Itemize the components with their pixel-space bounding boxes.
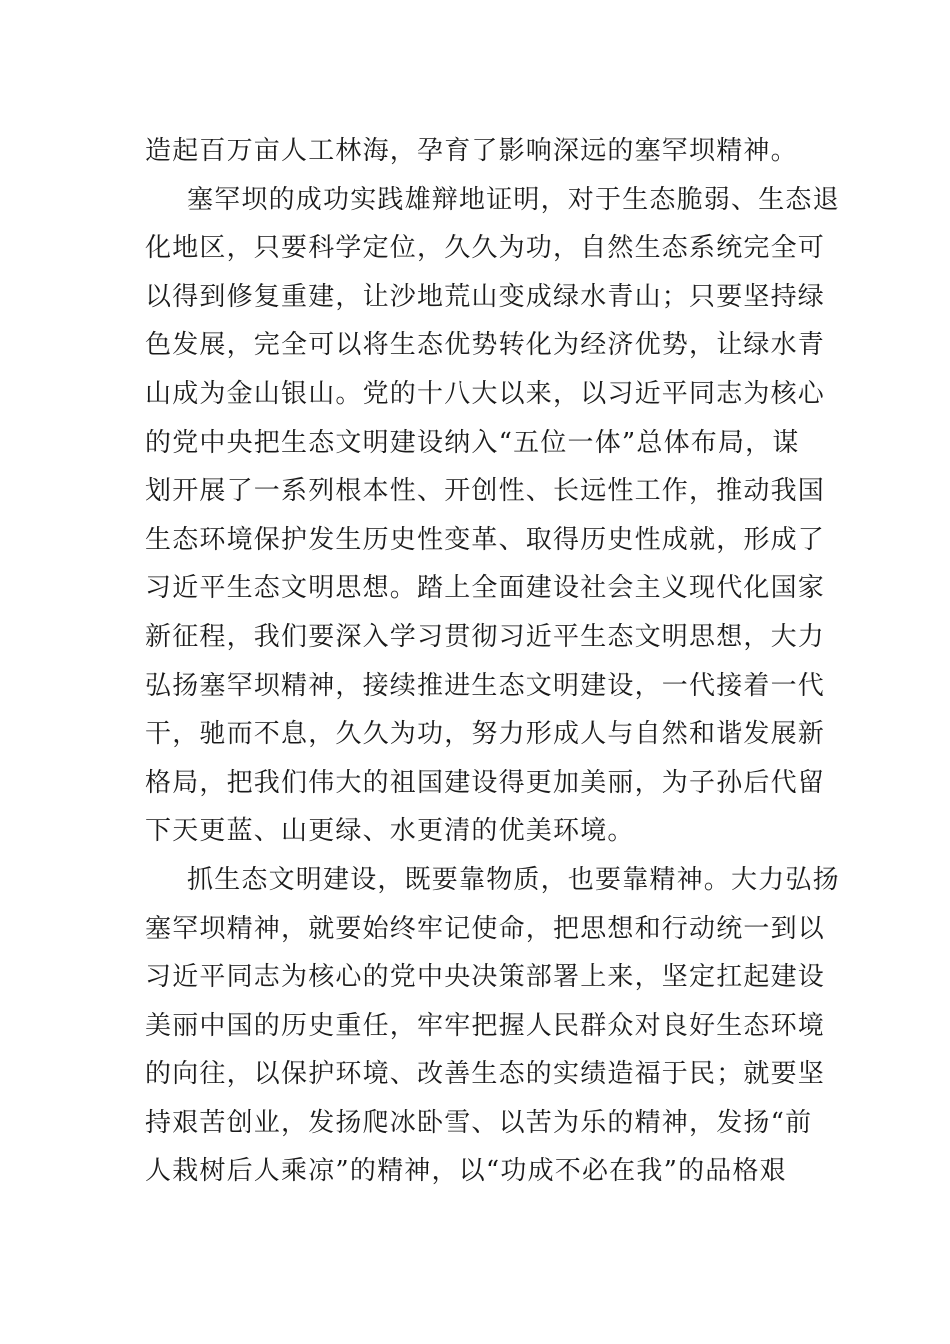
text-line: 塞罕坝精神，就要始终牢记使命，把思想和行动统一到以 — [145, 913, 826, 944]
text-line: 的向往，以保护环境、改善生态的实绩造福于民；就要坚 — [145, 1059, 826, 1090]
text-line: 干，驰而不息，久久为功，努力形成人与自然和谐发展新 — [145, 719, 826, 750]
text-line: 以得到修复重建，让沙地荒山变成绿水青山；只要坚持绿 — [145, 281, 826, 312]
paragraph-first-line: 塞罕坝的成功实践雄辩地证明，对于生态脆弱、生态退 — [187, 184, 840, 215]
text-line: 人栽树后人乘凉”的精神，以“功成不必在我”的品格艰 — [145, 1156, 787, 1187]
text-line: 习近平同志为核心的党中央决策部署上来，坚定扛起建设 — [145, 962, 826, 993]
text-line: 持艰苦创业，发扬爬冰卧雪、以苦为乐的精神，发扬“前 — [145, 1107, 813, 1138]
text-line: 下天更蓝、山更绿、水更清的优美环境。 — [145, 816, 635, 847]
text-line: 色发展，完全可以将生态优势转化为经济优势，让绿水青 — [145, 330, 826, 361]
text-line: 新征程，我们要深入学习贯彻习近平生态文明思想，大力 — [145, 621, 826, 652]
text-line: 生态环境保护发生历史性变革、取得历史性成就，形成了 — [145, 524, 826, 555]
body-text — [145, 127, 840, 1196]
text-line: 美丽中国的历史重任，牢牢把握人民群众对良好生态环境 — [145, 1010, 826, 1041]
text-line: 习近平生态文明思想。踏上全面建设社会主义现代化国家 — [145, 573, 826, 604]
text-line: 化地区，只要科学定位，久久为功，自然生态系统完全可 — [145, 233, 826, 264]
text-line: 弘扬塞罕坝精神，接续推进生态文明建设，一代接着一代 — [145, 670, 826, 701]
text-line: 划开展了一系列根本性、开创性、长远性工作，推动我国 — [145, 476, 826, 507]
text-line: 格局，把我们伟大的祖国建设得更加美丽，为子孙后代留 — [145, 767, 826, 798]
text-line: 山成为金山银山。党的十八大以来，以习近平同志为核心 — [145, 378, 826, 409]
text-line: 造起百万亩人工林海，孕育了影响深远的塞罕坝精神。 — [145, 136, 798, 166]
paragraph-first-line: 抓生态文明建设，既要靠物质，也要靠精神。大力弘扬 — [187, 864, 840, 895]
text-line: 的党中央把生态文明建设纳入“五位一体”总体布局，谋 — [145, 427, 800, 458]
